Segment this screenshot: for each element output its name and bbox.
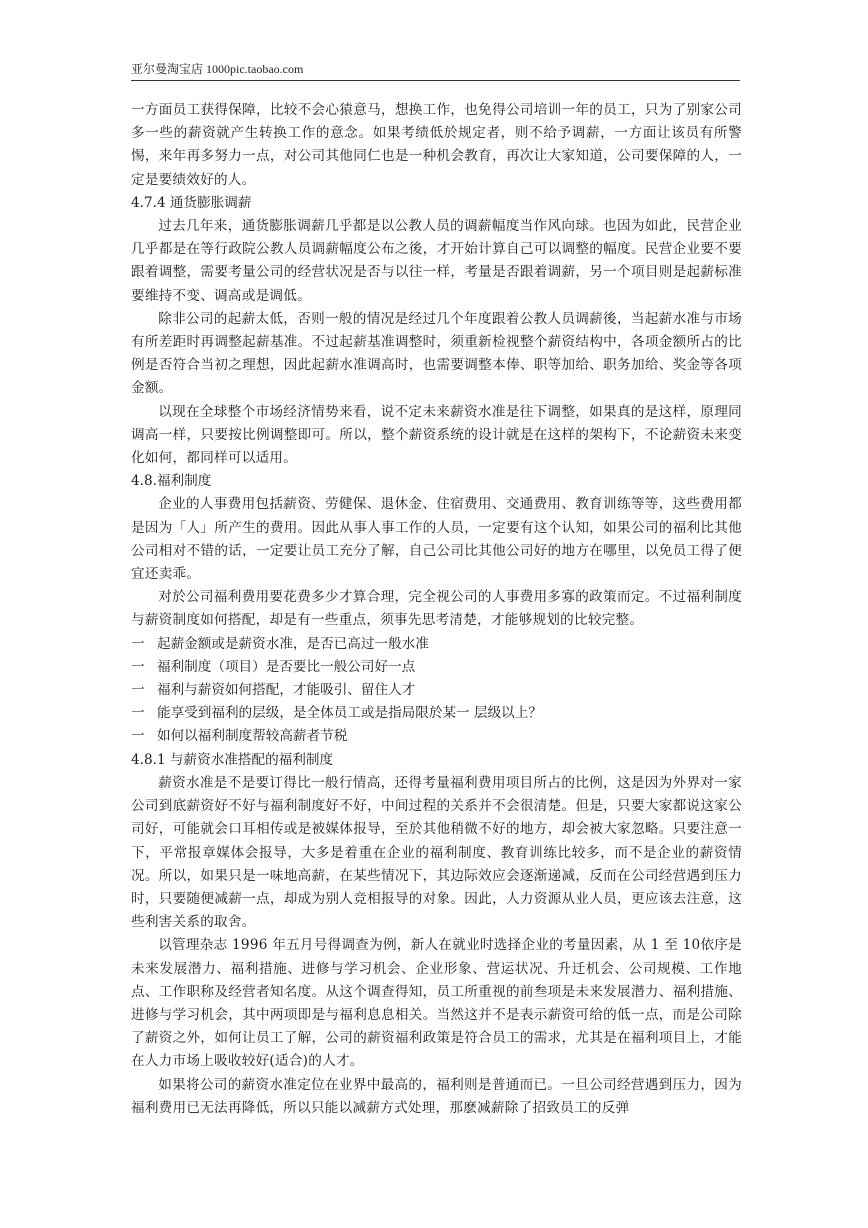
list-item-text: 如何以福利制度帮较高薪者节税 [157, 728, 348, 745]
bullet-list [131, 633, 742, 749]
paragraph: 如果将公司的薪资水准定位在业界中最高的，福利则是普通而已。一旦公司经营遇到压力，因为福利费用已无法再降低，所以只能以减薪方式处理，那麽减薪除了招致员工的反弹 [131, 1076, 742, 1116]
header-divider [131, 80, 740, 81]
dash-marker: 一 [131, 682, 145, 699]
paragraph: 以管理杂志 1996 年五月号得调查为例，新人在就业时选择企业的考量因素，从 1 至 10依序是未来发展潜力、福利措施、进修与学习机会、企业形象、营运状况、升迁机会、公司规模、工作地点、工作职称及经营者知名度。从这个调查得知，员工所重视的前叁项是未来发展潜力、福利措施、进修与学习机会，其中两项即是与福利息息相关。当然这并不是表示薪资可给的低一点，而是公司除了薪资之外，如何让员工了解，公司的薪资福利政策是符合员工的需求，尤其是在福利项目上，才能在人力市场上吸收较好(适合)的人才。 [131, 937, 742, 1070]
section-heading-4-8-1: 4.8.1 与薪资水准搭配的福利制度 [131, 751, 334, 768]
dash-marker: 一 [131, 705, 145, 722]
document-body [131, 99, 742, 1120]
list-item [131, 679, 742, 702]
list-item-text: 福利制度（项目）是否要比一般公司好一点 [157, 658, 416, 675]
list-item-text: 福利与薪资如何搭配，才能吸引、留住人才 [157, 682, 416, 699]
dash-marker: 一 [131, 658, 145, 675]
list-item [131, 633, 742, 656]
paragraph: 过去几年来，通货膨胀调薪几乎都是以公教人员的调薪幅度当作风向球。也因为如此，民营企业几乎都是在等行政院公教人员调薪幅度公布之後，才开始计算自己可以调整的幅度。民营企业要不要跟着调整，需要考量公司的经营状况是否与以往一样，考量是否跟着调薪，另一个项目则是起薪标准要维持不变、调高或是调低。 [131, 218, 742, 304]
dash-marker: 一 [131, 635, 145, 652]
list-item [131, 656, 742, 679]
paragraph: 对於公司福利费用要花费多少才算合理，完全视公司的人事费用多寡的政策而定。不过福利制度与薪资制度如何搭配，却是有一些重点，须事先思考清楚，才能够规划的比较完整。 [131, 589, 742, 629]
list-item-text: 起薪金额或是薪资水准，是否已高过一般水准 [157, 635, 429, 652]
list-item [131, 702, 742, 725]
paragraph: 企业的人事费用包括薪资、劳健保、退休金、住宿费用、交通费用、教育训练等等，这些费用都是因为「人」所产生的费用。因此从事人事工作的人员，一定要有这个认知，如果公司的福利比其他公司相对不错的话，一定要让员工充分了解，自己公司比其他公司好的地方在哪里，以免员工得了便宜还卖乖。 [131, 496, 742, 583]
paragraph: 以现在全球整个市场经济情势来看，说不定未来薪资水准是往下调整，如果真的是这样，原理同调高一样，只要按比例调整即可。所以，整个薪资系统的设计就是在这样的架构下，不论薪资未来变化如何，都同样可以适用。 [131, 403, 742, 467]
paragraph: 薪资水准是不是要订得比一般行情高，还得考量福利费用项目所占的比例，这是因为外界对一家公司到底薪资好不好与福利制度好不好，中间过程的关系并不会很清楚。但是，只要大家都说这家公司好，可能就会口耳相传或是被媒体报导，至於其他稍微不好的地方，却会被大家忽略。只要注意一下，平常报章媒体会报导，大多是着重在企业的福利制度、教育训练比较多，而不是企业的薪资情况。所以，如果只是一味地高薪，在某些情况下，其边际效应会逐渐递减，反而在公司经营遇到压力时，只要随便减薪一点，却成为别人竞相报导的对象。因此，人力资源从业人员，更应该去注意，这些利害关系的取舍。 [131, 774, 742, 931]
page-header: 亚尔曼淘宝店 1000pic.taobao.com [131, 62, 304, 76]
dash-marker: 一 [131, 728, 145, 745]
list-item-text: 能享受到福利的层级，是全体员工或是指局限於某一 层级以上？ [157, 705, 542, 722]
section-heading-4-8: 4.8.福利制度 [131, 473, 212, 490]
list-item [131, 725, 742, 748]
paragraph-intro: 一方面员工获得保障，比较不会心猿意马，想换工作，也免得公司培训一年的员工，只为了别家公司多一些的薪资就产生转换工作的意念。如果考绩低於规定者，则不给予调薪，一方面让该员有所警惕，来年再多努力一点，对公司其他同仁也是一种机会教育，再次让大家知道，公司要保障的人，一定是要绩效好的人。 [131, 102, 742, 188]
section-heading-4-7-4: 4.7.4 通货膨胀调薪 [131, 194, 252, 211]
paragraph: 除非公司的起薪太低，否则一般的情况是经过几个年度跟着公教人员调薪後，当起薪水准与市场有所差距时再调整起薪基准。不过起薪基准调整时，须重新检视整个薪资结构中，各项金额所占的比例是否符合当初之理想，因此起薪水准调高时，也需要调整本俸、职等加给、职务加给、奖金等各项金额。 [131, 310, 742, 397]
